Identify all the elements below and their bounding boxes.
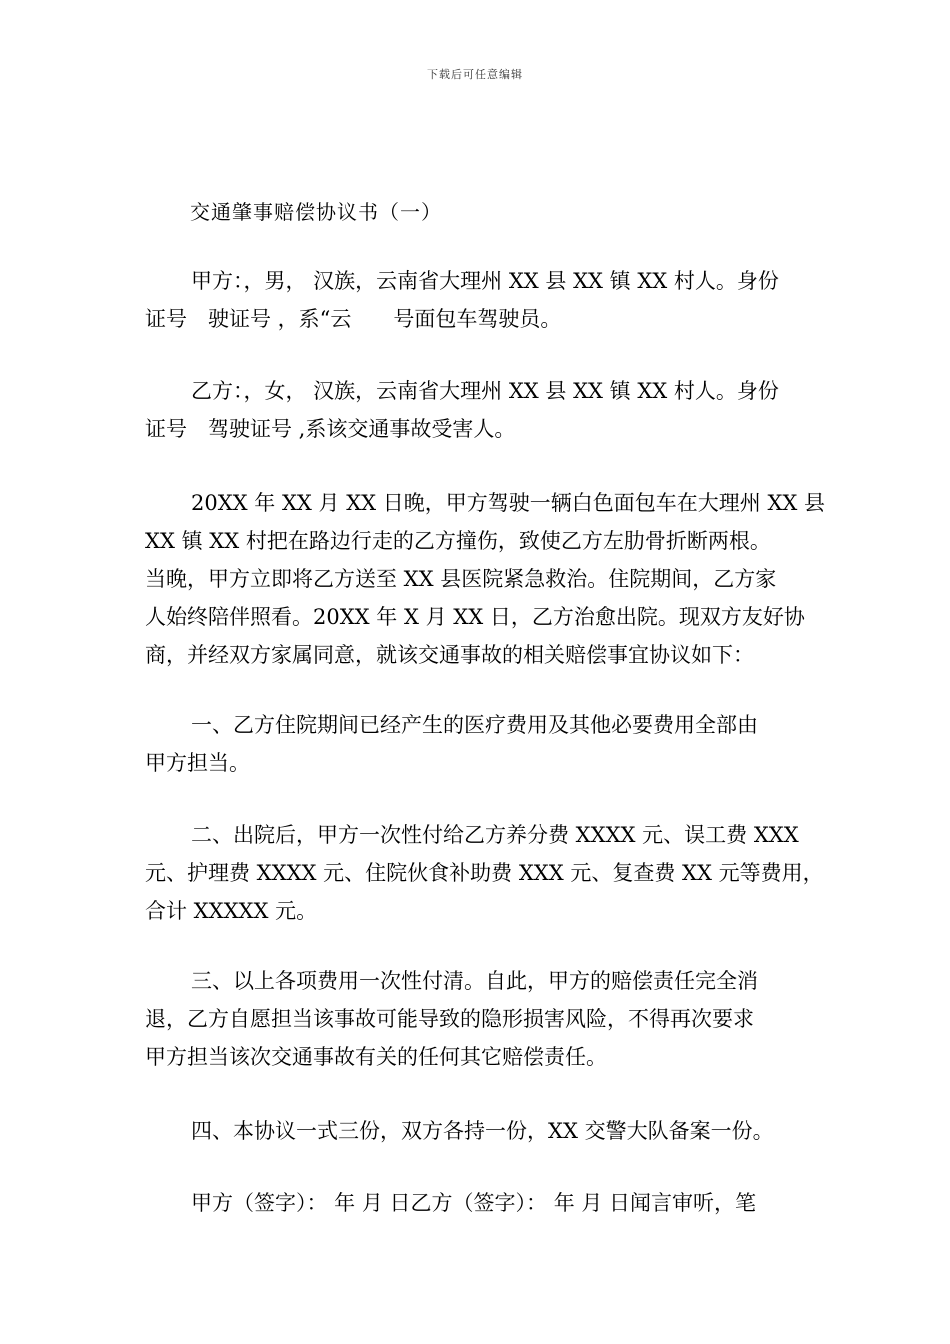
text-line: 20XX 年 XX 月 XX 日晚，甲方驾驶一辆白色面包车在大理州 XX 县 (191, 491, 826, 515)
text-line: 证号 驶证号 ，系“云 号面包车驾驶员。 (145, 307, 562, 331)
text-line: 元、护理费 XXXX 元、住院伙食补助费 XXX 元、复查费 XX 元等费用， (145, 861, 824, 885)
paragraph-party-b (145, 372, 815, 448)
paragraph-signatures (145, 1184, 815, 1222)
paragraph-clause-3 (145, 962, 815, 1076)
text-line: 三、以上各项费用一次性付清。自此，甲方的赔偿责任完全消 (191, 969, 758, 993)
text-line: 当晚，甲方立即将乙方送至 XX 县医院紧急救治。住院期间，乙方家 (145, 567, 777, 591)
text-line: 二、出院后，甲方一次性付给乙方养分费 XXXX 元、误工费 XXX (191, 823, 799, 847)
paragraph-clause-2 (145, 816, 824, 930)
paragraph-clause-1 (145, 706, 815, 782)
header-note: 下载后可任意编辑 (427, 68, 523, 81)
text-line: 一、乙方住院期间已经产生的医疗费用及其他必要费用全部由 (191, 713, 758, 737)
text-line: 甲方：，男， 汉族，云南省大理州 XX 县 XX 镇 XX 村人。身份 (191, 269, 779, 293)
paragraph-party-a (145, 262, 815, 338)
text-line: XX 镇 XX 村把在路边行走的乙方撞伤，致使乙方左肋骨折断两根。 (145, 529, 771, 553)
text-line: 甲方担当。 (145, 751, 250, 775)
text-line: 证号 驾驶证号 ,系该交通事故受害人。 (145, 417, 516, 441)
text-line: 退，乙方自愿担当该事故可能导致的隐形损害风险，不得再次要求 (145, 1007, 754, 1031)
paragraph-incident (145, 484, 826, 674)
paragraph-clause-4 (145, 1112, 815, 1150)
text-line: 甲方担当该次交通事故有关的任何其它赔偿责任。 (145, 1045, 607, 1069)
text-line: 乙方：，女， 汉族，云南省大理州 XX 县 XX 镇 XX 村人。身份 (191, 379, 779, 403)
document-title: 交通肇事赔偿协议书（一） (190, 200, 442, 224)
text-line: 四、本协议一式三份，双方各持一份，XX 交警大队备案一份。 (191, 1119, 774, 1143)
text-line: 商，并经双方家属同意，就该交通事故的相关赔偿事宜协议如下： (145, 643, 754, 667)
text-line: 合计 XXXXX 元。 (145, 899, 318, 923)
text-line: 甲方（签字）： 年 月 日乙方（签字）： 年 月 日闻言审听，笔 (191, 1191, 757, 1215)
text-line: 人始终陪伴照看。20XX 年 X 月 XX 日，乙方治愈出院。现双方友好协 (145, 605, 805, 629)
